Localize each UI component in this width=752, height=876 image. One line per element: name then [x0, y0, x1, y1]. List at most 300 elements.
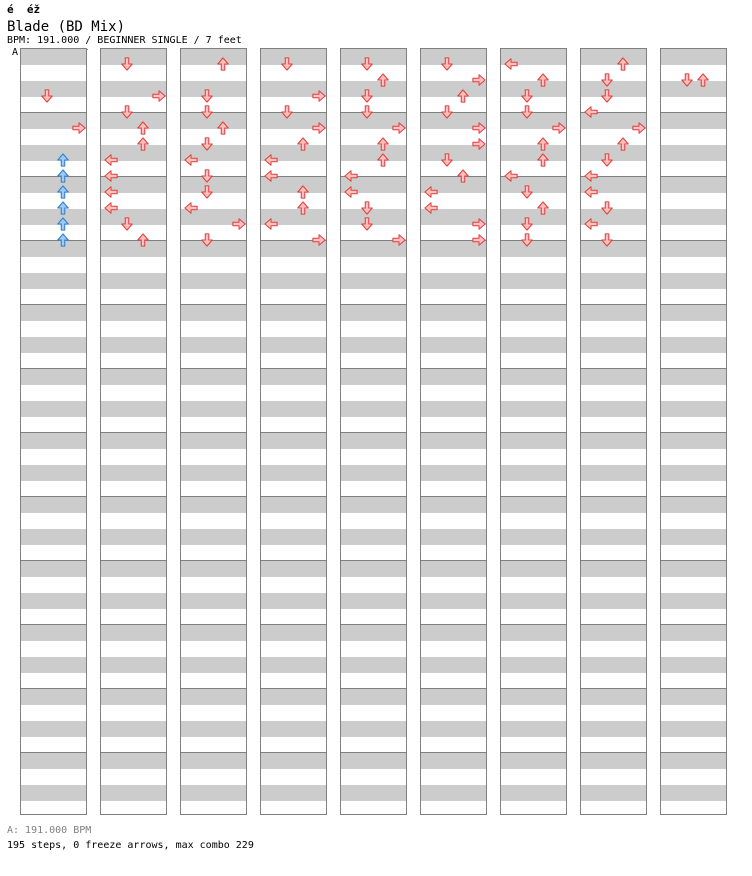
measure-line: [341, 432, 406, 433]
measure-line: [341, 624, 406, 625]
measure-line: [661, 432, 726, 433]
beat-band: [21, 529, 86, 545]
beat-band: [661, 657, 726, 673]
beat-band: [101, 337, 166, 353]
measure-line: [181, 752, 246, 753]
measure-line: [21, 688, 86, 689]
beat-band: [21, 689, 86, 705]
up-arrow-icon: [376, 73, 390, 87]
beat-band: [661, 433, 726, 449]
beat-band: [181, 625, 246, 641]
beat-band: [21, 241, 86, 257]
right-arrow-icon: [312, 233, 326, 247]
left-arrow-icon: [584, 217, 598, 231]
beat-band: [181, 401, 246, 417]
beat-band: [101, 689, 166, 705]
measure-line: [101, 624, 166, 625]
measure-line: [101, 368, 166, 369]
left-arrow-icon: [104, 169, 118, 183]
beat-band: [101, 465, 166, 481]
measure-line: [661, 368, 726, 369]
measure-line: [421, 560, 486, 561]
beat-band: [181, 369, 246, 385]
down-arrow-icon: [200, 137, 214, 151]
beat-band: [341, 337, 406, 353]
beat-band: [21, 305, 86, 321]
beat-band: [661, 209, 726, 225]
measure-line: [421, 752, 486, 753]
down-arrow-icon: [360, 217, 374, 231]
measure-line: [581, 752, 646, 753]
beat-band: [341, 433, 406, 449]
down-arrow-icon: [600, 233, 614, 247]
beat-band: [581, 753, 646, 769]
beat-band: [21, 465, 86, 481]
beat-band: [21, 657, 86, 673]
measure-line: [101, 496, 166, 497]
left-arrow-icon: [344, 185, 358, 199]
left-arrow-icon: [584, 105, 598, 119]
beat-band: [341, 753, 406, 769]
measure-line: [261, 496, 326, 497]
beat-band: [501, 561, 566, 577]
beat-band: [261, 433, 326, 449]
beat-band: [421, 721, 486, 737]
beat-band: [661, 785, 726, 801]
beat-band: [501, 337, 566, 353]
up-arrow-icon: [536, 201, 550, 215]
footer-stats: 195 steps, 0 freeze arrows, max combo 229: [7, 840, 254, 851]
right-arrow-icon: [312, 89, 326, 103]
down-arrow-icon: [520, 233, 534, 247]
footer-bpm: A: 191.000 BPM: [7, 825, 92, 836]
beat-band: [421, 753, 486, 769]
down-arrow-icon: [360, 201, 374, 215]
up-arrow-icon: [136, 233, 150, 247]
measure-line: [661, 688, 726, 689]
beat-band: [501, 753, 566, 769]
left-arrow-icon: [184, 201, 198, 215]
up-arrow-icon: [136, 121, 150, 135]
beat-band: [261, 529, 326, 545]
beat-band: [421, 305, 486, 321]
beat-band: [101, 497, 166, 513]
down-arrow-icon: [440, 153, 454, 167]
beat-band: [581, 529, 646, 545]
measure-line: [101, 688, 166, 689]
beat-band: [101, 273, 166, 289]
beat-band: [421, 337, 486, 353]
beat-band: [261, 401, 326, 417]
up-arrow-icon: [56, 201, 70, 215]
up-arrow-icon: [376, 153, 390, 167]
beat-band: [421, 401, 486, 417]
beat-band: [261, 593, 326, 609]
beat-band: [421, 465, 486, 481]
beat-band: [21, 145, 86, 161]
beat-band: [581, 49, 646, 65]
beat-band: [101, 401, 166, 417]
beat-band: [181, 785, 246, 801]
right-arrow-icon: [552, 121, 566, 135]
measure-line: [661, 304, 726, 305]
beat-band: [501, 529, 566, 545]
beat-band: [341, 625, 406, 641]
right-arrow-icon: [152, 89, 166, 103]
beat-band: [261, 305, 326, 321]
measure-line: [661, 496, 726, 497]
beat-band: [661, 145, 726, 161]
beat-band: [181, 721, 246, 737]
beat-band: [21, 209, 86, 225]
beat-band: [261, 657, 326, 673]
beat-band: [101, 625, 166, 641]
up-arrow-icon: [456, 169, 470, 183]
measure-line: [501, 368, 566, 369]
bpm-marker: A: [12, 47, 19, 58]
down-arrow-icon: [600, 89, 614, 103]
measure-line: [661, 560, 726, 561]
right-arrow-icon: [392, 233, 406, 247]
right-arrow-icon: [312, 121, 326, 135]
beat-band: [101, 657, 166, 673]
chart-info: BPM: 191.000 / BEGINNER SINGLE / 7 feet: [7, 35, 242, 46]
beat-band: [661, 273, 726, 289]
down-arrow-icon: [120, 217, 134, 231]
beat-band: [581, 721, 646, 737]
up-arrow-icon: [136, 137, 150, 151]
measure-line: [661, 176, 726, 177]
down-arrow-icon: [520, 217, 534, 231]
beat-band: [661, 753, 726, 769]
beat-band: [261, 689, 326, 705]
beat-band: [181, 337, 246, 353]
beat-band: [581, 561, 646, 577]
down-arrow-icon: [120, 105, 134, 119]
measure-line: [501, 496, 566, 497]
down-arrow-icon: [520, 105, 534, 119]
beat-band: [181, 465, 246, 481]
beat-band: [101, 753, 166, 769]
beat-band: [21, 433, 86, 449]
beat-band: [181, 433, 246, 449]
measure-line: [261, 304, 326, 305]
measure-line: [661, 624, 726, 625]
beat-band: [581, 689, 646, 705]
beat-band: [181, 689, 246, 705]
measure-line: [661, 752, 726, 753]
left-arrow-icon: [184, 153, 198, 167]
beat-band: [101, 593, 166, 609]
beat-band: [261, 561, 326, 577]
beat-band: [581, 785, 646, 801]
beat-band: [581, 625, 646, 641]
measure-line: [501, 432, 566, 433]
beat-band: [501, 657, 566, 673]
beat-band: [181, 49, 246, 65]
beat-band: [21, 337, 86, 353]
beat-band: [501, 625, 566, 641]
measure-line: [581, 496, 646, 497]
down-arrow-icon: [200, 89, 214, 103]
measure-line: [181, 496, 246, 497]
left-arrow-icon: [264, 153, 278, 167]
right-arrow-icon: [632, 121, 646, 135]
measure-line: [21, 176, 86, 177]
beat-band: [341, 657, 406, 673]
measure-line: [101, 752, 166, 753]
beat-band: [21, 49, 86, 65]
measure-line: [581, 432, 646, 433]
beat-band: [501, 721, 566, 737]
beat-band: [21, 593, 86, 609]
beat-band: [181, 305, 246, 321]
chart-column-7: [500, 48, 567, 815]
beat-band: [181, 273, 246, 289]
left-arrow-icon: [344, 169, 358, 183]
beat-band: [661, 593, 726, 609]
beat-band: [501, 689, 566, 705]
measure-line: [581, 560, 646, 561]
measure-line: [581, 368, 646, 369]
beat-band: [261, 273, 326, 289]
beat-band: [21, 177, 86, 193]
down-arrow-icon: [200, 169, 214, 183]
beat-band: [661, 337, 726, 353]
measure-line: [341, 368, 406, 369]
down-arrow-icon: [280, 105, 294, 119]
measure-line: [101, 432, 166, 433]
beat-band: [661, 625, 726, 641]
up-arrow-icon: [56, 153, 70, 167]
measure-line: [181, 368, 246, 369]
down-arrow-icon: [200, 105, 214, 119]
beat-band: [261, 497, 326, 513]
beat-band: [661, 49, 726, 65]
song-title: Blade (BD Mix): [7, 19, 126, 35]
measure-line: [21, 496, 86, 497]
measure-line: [421, 624, 486, 625]
beat-band: [101, 785, 166, 801]
measure-line: [581, 304, 646, 305]
measure-line: [261, 368, 326, 369]
down-arrow-icon: [440, 105, 454, 119]
beat-band: [581, 337, 646, 353]
up-arrow-icon: [56, 217, 70, 231]
beat-band: [341, 561, 406, 577]
measure-line: [181, 560, 246, 561]
measure-line: [421, 496, 486, 497]
right-arrow-icon: [472, 217, 486, 231]
left-arrow-icon: [504, 169, 518, 183]
beat-band: [581, 305, 646, 321]
measure-line: [661, 240, 726, 241]
beat-band: [101, 433, 166, 449]
beat-band: [21, 497, 86, 513]
measure-line: [21, 112, 86, 113]
measure-line: [421, 432, 486, 433]
up-arrow-icon: [616, 137, 630, 151]
measure-line: [501, 752, 566, 753]
down-arrow-icon: [440, 57, 454, 71]
down-arrow-icon: [600, 153, 614, 167]
left-arrow-icon: [424, 185, 438, 199]
beat-band: [501, 433, 566, 449]
right-arrow-icon: [232, 217, 246, 231]
measure-line: [421, 176, 486, 177]
beat-band: [581, 497, 646, 513]
measure-line: [101, 240, 166, 241]
measure-line: [341, 560, 406, 561]
beat-band: [341, 273, 406, 289]
measure-line: [181, 304, 246, 305]
chart-column-5: [340, 48, 407, 815]
beat-band: [501, 145, 566, 161]
beat-band: [21, 753, 86, 769]
down-arrow-icon: [520, 185, 534, 199]
beat-band: [581, 465, 646, 481]
beat-band: [21, 273, 86, 289]
measure-line: [181, 624, 246, 625]
measure-line: [261, 432, 326, 433]
beat-band: [341, 721, 406, 737]
down-arrow-icon: [360, 89, 374, 103]
beat-band: [21, 401, 86, 417]
up-arrow-icon: [56, 233, 70, 247]
beat-band: [261, 753, 326, 769]
beat-band: [181, 529, 246, 545]
beat-band: [421, 785, 486, 801]
up-arrow-icon: [56, 185, 70, 199]
down-arrow-icon: [200, 185, 214, 199]
beat-band: [421, 529, 486, 545]
beat-band: [101, 721, 166, 737]
measure-line: [581, 688, 646, 689]
up-arrow-icon: [296, 137, 310, 151]
beat-band: [181, 593, 246, 609]
down-arrow-icon: [360, 57, 374, 71]
beat-band: [341, 401, 406, 417]
beat-band: [341, 593, 406, 609]
measure-line: [421, 688, 486, 689]
beat-band: [661, 241, 726, 257]
measure-line: [341, 496, 406, 497]
up-arrow-icon: [216, 57, 230, 71]
beat-band: [261, 785, 326, 801]
up-arrow-icon: [456, 89, 470, 103]
beat-band: [181, 657, 246, 673]
measure-line: [21, 304, 86, 305]
down-arrow-icon: [40, 89, 54, 103]
beat-band: [421, 689, 486, 705]
beat-band: [421, 625, 486, 641]
measure-line: [581, 624, 646, 625]
beat-band: [661, 465, 726, 481]
measure-line: [421, 368, 486, 369]
measure-line: [341, 688, 406, 689]
beat-band: [341, 497, 406, 513]
up-arrow-icon: [536, 137, 550, 151]
beat-band: [661, 529, 726, 545]
left-arrow-icon: [584, 169, 598, 183]
up-arrow-icon: [536, 153, 550, 167]
measure-line: [21, 560, 86, 561]
beat-band: [21, 785, 86, 801]
down-arrow-icon: [680, 73, 694, 87]
beat-band: [341, 529, 406, 545]
measure-line: [101, 304, 166, 305]
beat-band: [341, 369, 406, 385]
measure-line: [261, 752, 326, 753]
beat-band: [501, 497, 566, 513]
beat-band: [101, 561, 166, 577]
measure-line: [261, 560, 326, 561]
title-japanese: é éž: [7, 3, 41, 16]
up-arrow-icon: [616, 57, 630, 71]
beat-band: [341, 689, 406, 705]
beat-band: [21, 561, 86, 577]
left-arrow-icon: [264, 217, 278, 231]
left-arrow-icon: [504, 57, 518, 71]
beat-band: [661, 369, 726, 385]
beat-band: [21, 625, 86, 641]
beat-band: [261, 369, 326, 385]
beat-band: [661, 401, 726, 417]
measure-line: [421, 304, 486, 305]
beat-band: [501, 273, 566, 289]
beat-band: [261, 625, 326, 641]
beat-band: [261, 337, 326, 353]
down-arrow-icon: [200, 233, 214, 247]
up-arrow-icon: [696, 73, 710, 87]
beat-band: [421, 433, 486, 449]
left-arrow-icon: [104, 153, 118, 167]
beat-band: [261, 465, 326, 481]
measure-line: [501, 688, 566, 689]
right-arrow-icon: [392, 121, 406, 135]
beat-band: [421, 561, 486, 577]
up-arrow-icon: [296, 201, 310, 215]
down-arrow-icon: [120, 57, 134, 71]
beat-band: [421, 273, 486, 289]
measure-line: [21, 432, 86, 433]
beat-band: [421, 657, 486, 673]
beat-band: [501, 369, 566, 385]
beat-band: [501, 401, 566, 417]
measure-line: [501, 304, 566, 305]
measure-line: [21, 752, 86, 753]
up-arrow-icon: [56, 169, 70, 183]
beat-band: [101, 529, 166, 545]
beat-band: [501, 465, 566, 481]
beat-band: [21, 369, 86, 385]
up-arrow-icon: [216, 121, 230, 135]
right-arrow-icon: [472, 233, 486, 247]
left-arrow-icon: [264, 169, 278, 183]
right-arrow-icon: [472, 137, 486, 151]
left-arrow-icon: [104, 201, 118, 215]
chart-column-9: [660, 48, 727, 815]
beat-band: [181, 497, 246, 513]
beat-band: [661, 497, 726, 513]
beat-band: [581, 401, 646, 417]
beat-band: [101, 305, 166, 321]
measure-line: [501, 624, 566, 625]
beat-band: [661, 177, 726, 193]
measure-line: [21, 368, 86, 369]
left-arrow-icon: [584, 185, 598, 199]
beat-band: [181, 753, 246, 769]
